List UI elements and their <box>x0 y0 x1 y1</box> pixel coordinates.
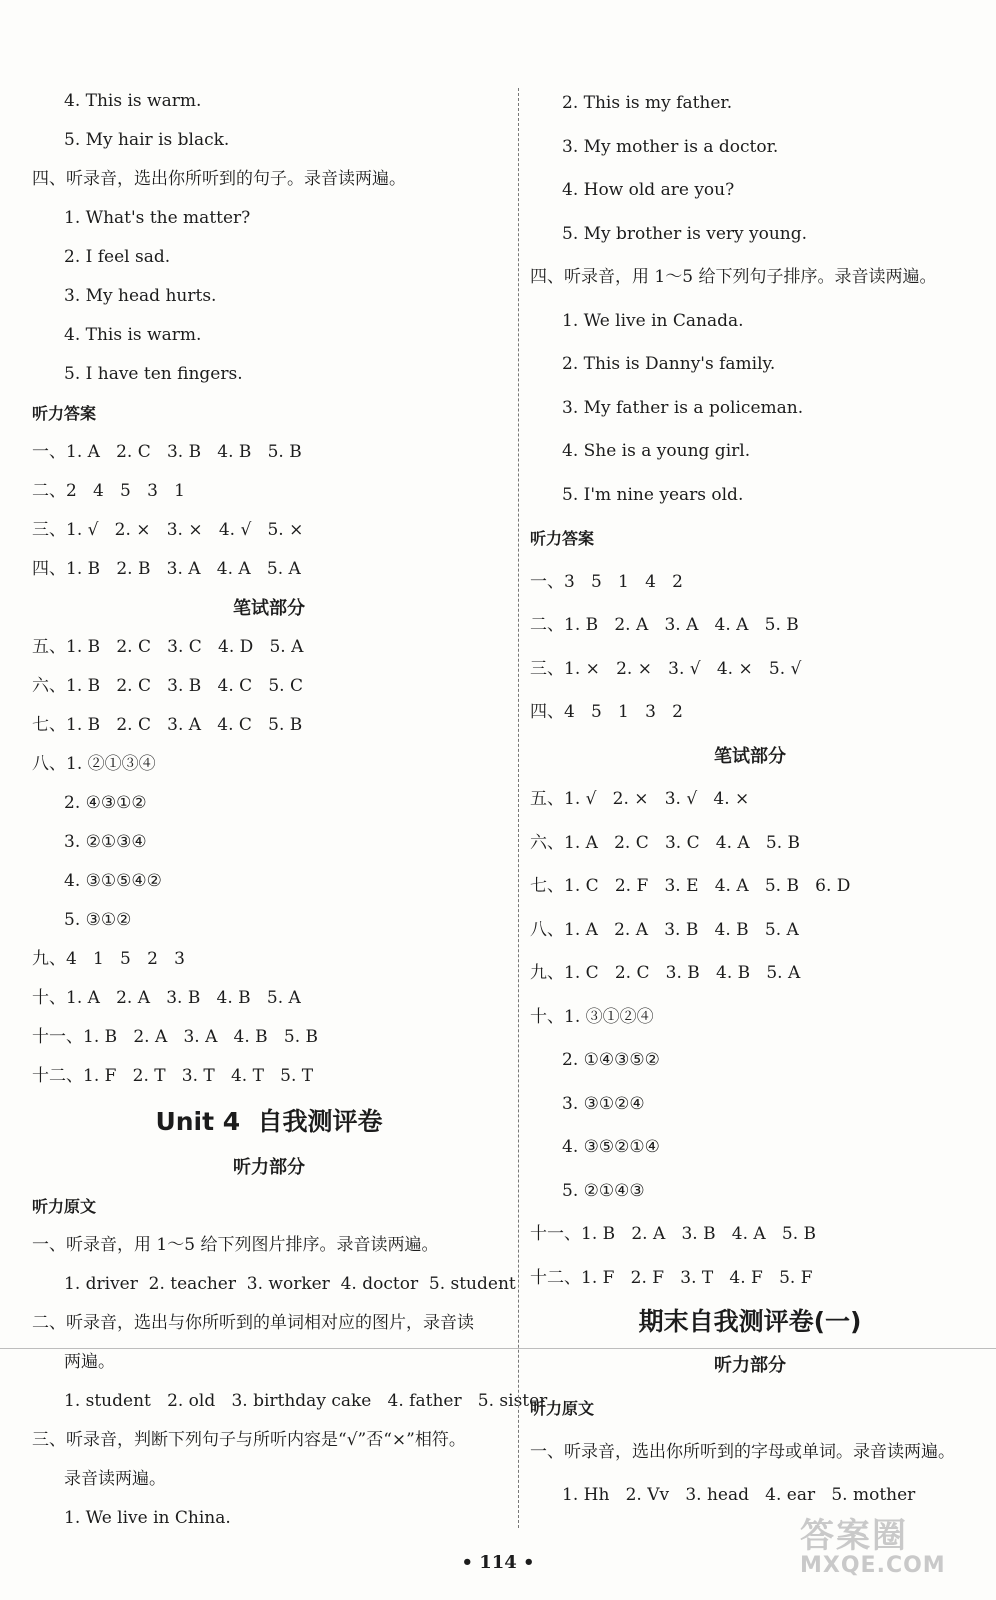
left-line: 七、1. B 2. C 3. A 4. C 5. B <box>32 715 303 735</box>
left-line: 四、听录音，选出你所听到的句子。录音读两遍。 <box>32 169 406 189</box>
right-line: 3. My father is a policeman. <box>562 397 804 418</box>
left-line: 二、2 4 5 3 1 <box>32 481 185 501</box>
left-line: 3. My head hurts. <box>64 286 217 306</box>
right-line: 一、听录音，选出你所听到的字母或单词。录音读两遍。 <box>530 1441 955 1462</box>
column-divider <box>518 88 519 1528</box>
left-line: 五、1. B 2. C 3. C 4. D 5. A <box>32 637 304 657</box>
right-line: 四、4 5 1 3 2 <box>530 702 683 722</box>
watermark-url: MXQE.COM <box>800 1553 946 1578</box>
left-line: 5. ③①② <box>64 910 132 930</box>
left-line: 1. student 2. old 3. birthday cake 4. father 5. sister <box>64 1391 548 1411</box>
left-line: 三、听录音，判断下列句子与所听内容是“√”否“×”相符。 <box>32 1430 466 1450</box>
left-line: 九、4 1 5 2 3 <box>32 949 185 969</box>
horizontal-rule <box>0 1348 996 1349</box>
left-line: 3. ②①③④ <box>64 832 147 852</box>
right-line: 4. She is a young girl. <box>562 441 751 461</box>
right-line: 八、1. A 2. A 3. B 4. B 5. A <box>530 919 799 940</box>
right-column <box>530 82 970 1518</box>
left-column <box>32 82 548 1538</box>
left-line: 笔试部分 <box>233 598 305 619</box>
watermark-main: 答案圈 <box>800 1516 908 1556</box>
right-line: 一、3 5 1 4 2 <box>530 571 683 592</box>
left-line: 听力答案 <box>32 404 97 423</box>
left-line: 听力原文 <box>32 1197 97 1216</box>
right-line: 4. ③⑤②①④ <box>562 1137 660 1157</box>
right-line: 5. I'm nine years old. <box>562 484 744 505</box>
left-line: 2. I feel sad. <box>64 247 171 267</box>
right-line: 1. We live in Canada. <box>562 310 744 331</box>
left-line: 十二、1. F 2. T 3. T 4. T 5. T <box>32 1066 314 1086</box>
right-line: 十一、1. B 2. A 3. B 4. A 5. B <box>530 1224 816 1244</box>
left-line: 十、1. A 2. A 3. B 4. B 5. A <box>32 988 301 1008</box>
right-line: 2. This is Danny's family. <box>562 354 776 374</box>
right-line: 听力原文 <box>530 1399 595 1418</box>
left-line: 二、听录音，选出与你所听到的单词相对应的图片，录音读 <box>32 1313 474 1333</box>
right-line: 十、1. ③①②④ <box>530 1006 654 1027</box>
left-line: 2. ④③①② <box>64 793 147 813</box>
right-line: 1. Hh 2. Vv 3. head 4. ear 5. mother <box>562 1485 916 1505</box>
right-line: 七、1. C 2. F 3. E 4. A 5. B 6. D <box>530 876 851 896</box>
left-line: 十一、1. B 2. A 3. A 4. B 5. B <box>32 1027 318 1047</box>
left-line: 六、1. B 2. C 3. B 4. C 5. C <box>32 676 303 696</box>
left-line: 一、1. A 2. C 3. B 4. B 5. B <box>32 442 302 462</box>
right-line: 九、1. C 2. C 3. B 4. B 5. A <box>530 963 801 983</box>
right-line: 笔试部分 <box>714 745 786 767</box>
left-line: 4. ③①⑤④② <box>64 871 162 891</box>
left-line: 一、听录音，用 1～5 给下列图片排序。录音读两遍。 <box>32 1235 439 1255</box>
left-line: 四、1. B 2. B 3. A 4. A 5. A <box>32 559 301 579</box>
right-line: 听力答案 <box>530 529 595 548</box>
left-line: 4. This is warm. <box>64 91 202 111</box>
right-line: 期末自我测评卷(一) <box>638 1307 862 1336</box>
left-line: 5. My hair is black. <box>64 130 230 150</box>
right-line: 2. This is my father. <box>562 93 733 113</box>
right-line: 5. ②①④③ <box>562 1180 645 1201</box>
right-line: 听力部分 <box>714 1354 786 1376</box>
left-line: 八、1. ②①③④ <box>32 754 156 774</box>
left-line: 5. I have ten fingers. <box>64 364 243 384</box>
right-line: 5. My brother is very young. <box>562 223 808 244</box>
right-line: 五、1. √ 2. × 3. √ 4. × <box>530 789 750 809</box>
page-number: • 114 • <box>461 1552 535 1573</box>
left-line: 1. driver 2. teacher 3. worker 4. doctor 5. student <box>64 1274 516 1294</box>
right-line: 六、1. A 2. C 3. C 4. A 5. B <box>530 832 801 853</box>
left-line: 两遍。 <box>64 1352 115 1372</box>
left-line: 1. We live in China. <box>64 1508 231 1528</box>
right-line: 四、听录音，用 1～5 给下列句子排序。录音读两遍。 <box>530 267 937 287</box>
right-line: 4. How old are you? <box>562 180 735 200</box>
watermark <box>800 1508 990 1596</box>
left-line: 听力部分 <box>233 1157 305 1178</box>
left-line: 1. What's the matter? <box>64 208 251 228</box>
right-line: 三、1. × 2. × 3. √ 4. × 5. √ <box>530 658 802 679</box>
right-line: 3. My mother is a doctor. <box>562 136 779 157</box>
right-line: 二、1. B 2. A 3. A 4. A 5. B <box>530 615 799 635</box>
right-line: 3. ③①②④ <box>562 1093 645 1114</box>
left-line: Unit 4 自我测评卷 <box>155 1107 383 1136</box>
right-line: 2. ①④③⑤② <box>562 1050 660 1070</box>
left-line: 三、1. √ 2. × 3. × 4. √ 5. × <box>32 520 304 540</box>
right-line: 十二、1. F 2. F 3. T 4. F 5. F <box>530 1267 813 1288</box>
left-line: 录音读两遍。 <box>64 1469 166 1489</box>
left-line: 4. This is warm. <box>64 325 202 345</box>
